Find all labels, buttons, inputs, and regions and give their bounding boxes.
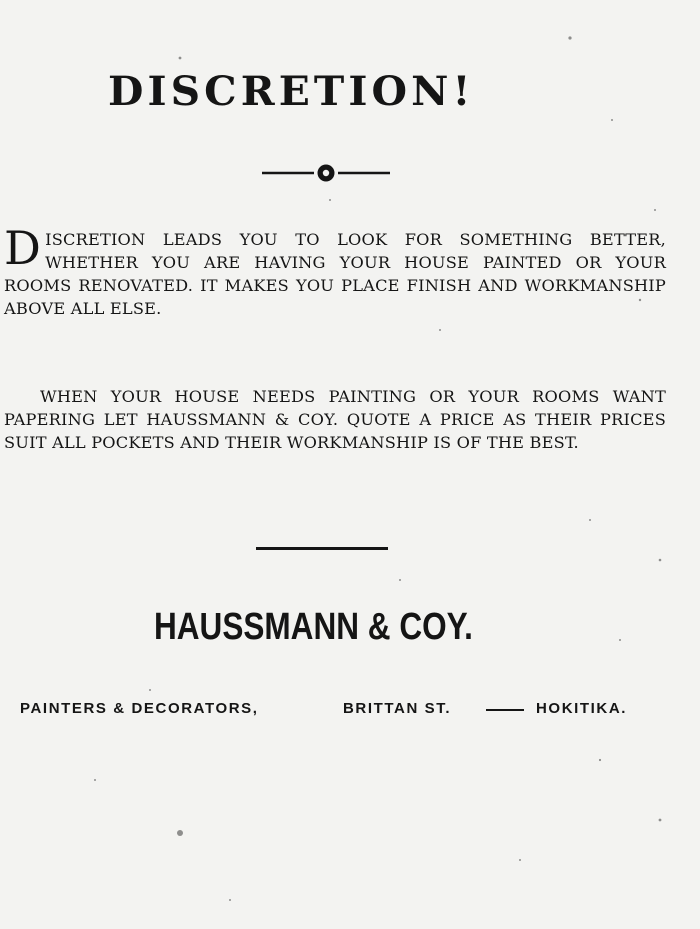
ornament-rule-icon <box>262 160 390 186</box>
paragraph-discretion <box>4 221 666 320</box>
headline: DISCRETION! <box>108 68 475 115</box>
address-dash <box>486 709 524 711</box>
paragraph-discretion-text: ISCRETION LEADS YOU TO LOOK FOR SOMETHING BETTER, WHETHER YOU ARE HAVING YOUR HOUSE PAINTED OR YOUR ROOMS RENOVATED. IT MAKES YOU PLACE FINISH AND WORKMANSHIP ABOVE ALL ELSE. <box>4 230 666 318</box>
drop-cap: D <box>4 221 42 275</box>
town-name: HOKITIKA. <box>536 700 628 717</box>
street-address: BRITTAN ST. <box>343 700 452 717</box>
divider-rule <box>256 546 388 551</box>
firm-name: HAUSSMANN & COY. <box>154 606 473 648</box>
trade-description: PAINTERS & DECORATORS, <box>20 700 259 717</box>
paragraph-painting: WHEN YOUR HOUSE NEEDS PAINTING OR YOUR ROOMS WANT PAPERING LET HAUSSMANN & COY. QUOTE A PRICE AS THEIR PRICES SUIT ALL POCKETS AND THEIR WORKMANSHIP IS OF THE BEST. <box>4 387 666 452</box>
